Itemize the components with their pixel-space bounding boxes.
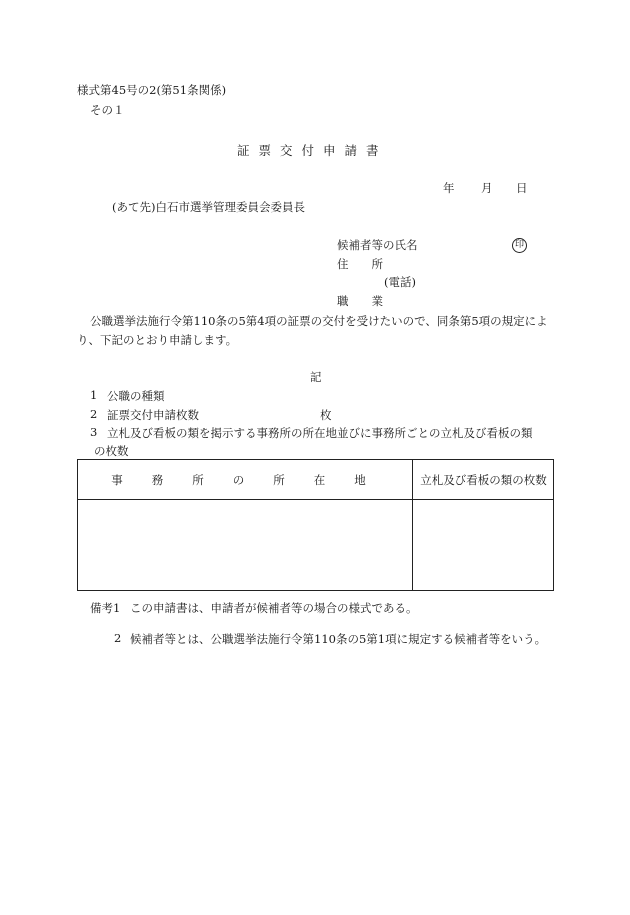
item-1-text: 公職の種類 [107, 389, 165, 403]
item-3-text-cont: の枚数 [94, 444, 129, 458]
date-year: 年 [443, 181, 455, 195]
item-3-text: 立札及び看板の類を掲示する事務所の所在地並びに事務所ごとの立札及び看板の類 [107, 426, 533, 440]
table-header-location: 事務所の所在地 [111, 473, 395, 487]
body-text-line1: 公職選挙法施行令第110条の5第4項の証票の交付を受けたいので、同条第5項の規定によ [90, 314, 548, 328]
addressee: (あて先)白石市選挙管理委員会委員長 [112, 200, 305, 214]
note-2-number: 2 [114, 631, 122, 645]
seal-text: 印 [512, 238, 527, 253]
applicant-address-label: 住 所 [337, 257, 383, 271]
item-1-number: 1 [90, 388, 98, 402]
applicant-phone-label: (電話) [384, 275, 416, 289]
ki-heading: 記 [310, 370, 322, 384]
office-table [77, 459, 554, 591]
body-text-line2: り、下記のとおり申請します。 [77, 333, 238, 347]
document-title: 証票交付申請書 [237, 143, 388, 158]
item-3-number: 3 [90, 425, 98, 439]
note-1-number: 1 [113, 601, 121, 615]
date-month: 月 [481, 181, 493, 195]
notes-label [90, 600, 120, 616]
applicant-occupation-label: 職 業 [337, 294, 383, 308]
form-number: 様式第45号の2(第51条関係) [77, 83, 227, 97]
note-1-text: この申請書は、申請者が候補者等の場合の様式である。 [130, 601, 418, 615]
table-header-count: 立札及び看板の類の枚数 [420, 473, 547, 487]
table-header-divider [78, 499, 553, 500]
item-2-number: 2 [90, 407, 98, 421]
form-sub-number: その１ [90, 103, 125, 117]
applicant-name-label: 候補者等の氏名 [337, 238, 418, 252]
notes-label-text: 備考 [90, 601, 113, 615]
note-2-text: 候補者等とは、公職選挙法施行令第110条の5第1項に規定する候補者等をいう。 [130, 632, 547, 646]
seal-mark [512, 236, 527, 253]
date-day: 日 [516, 181, 528, 195]
item-2-suffix: 枚 [320, 408, 332, 422]
item-2-text: 証票交付申請枚数 [107, 408, 199, 422]
